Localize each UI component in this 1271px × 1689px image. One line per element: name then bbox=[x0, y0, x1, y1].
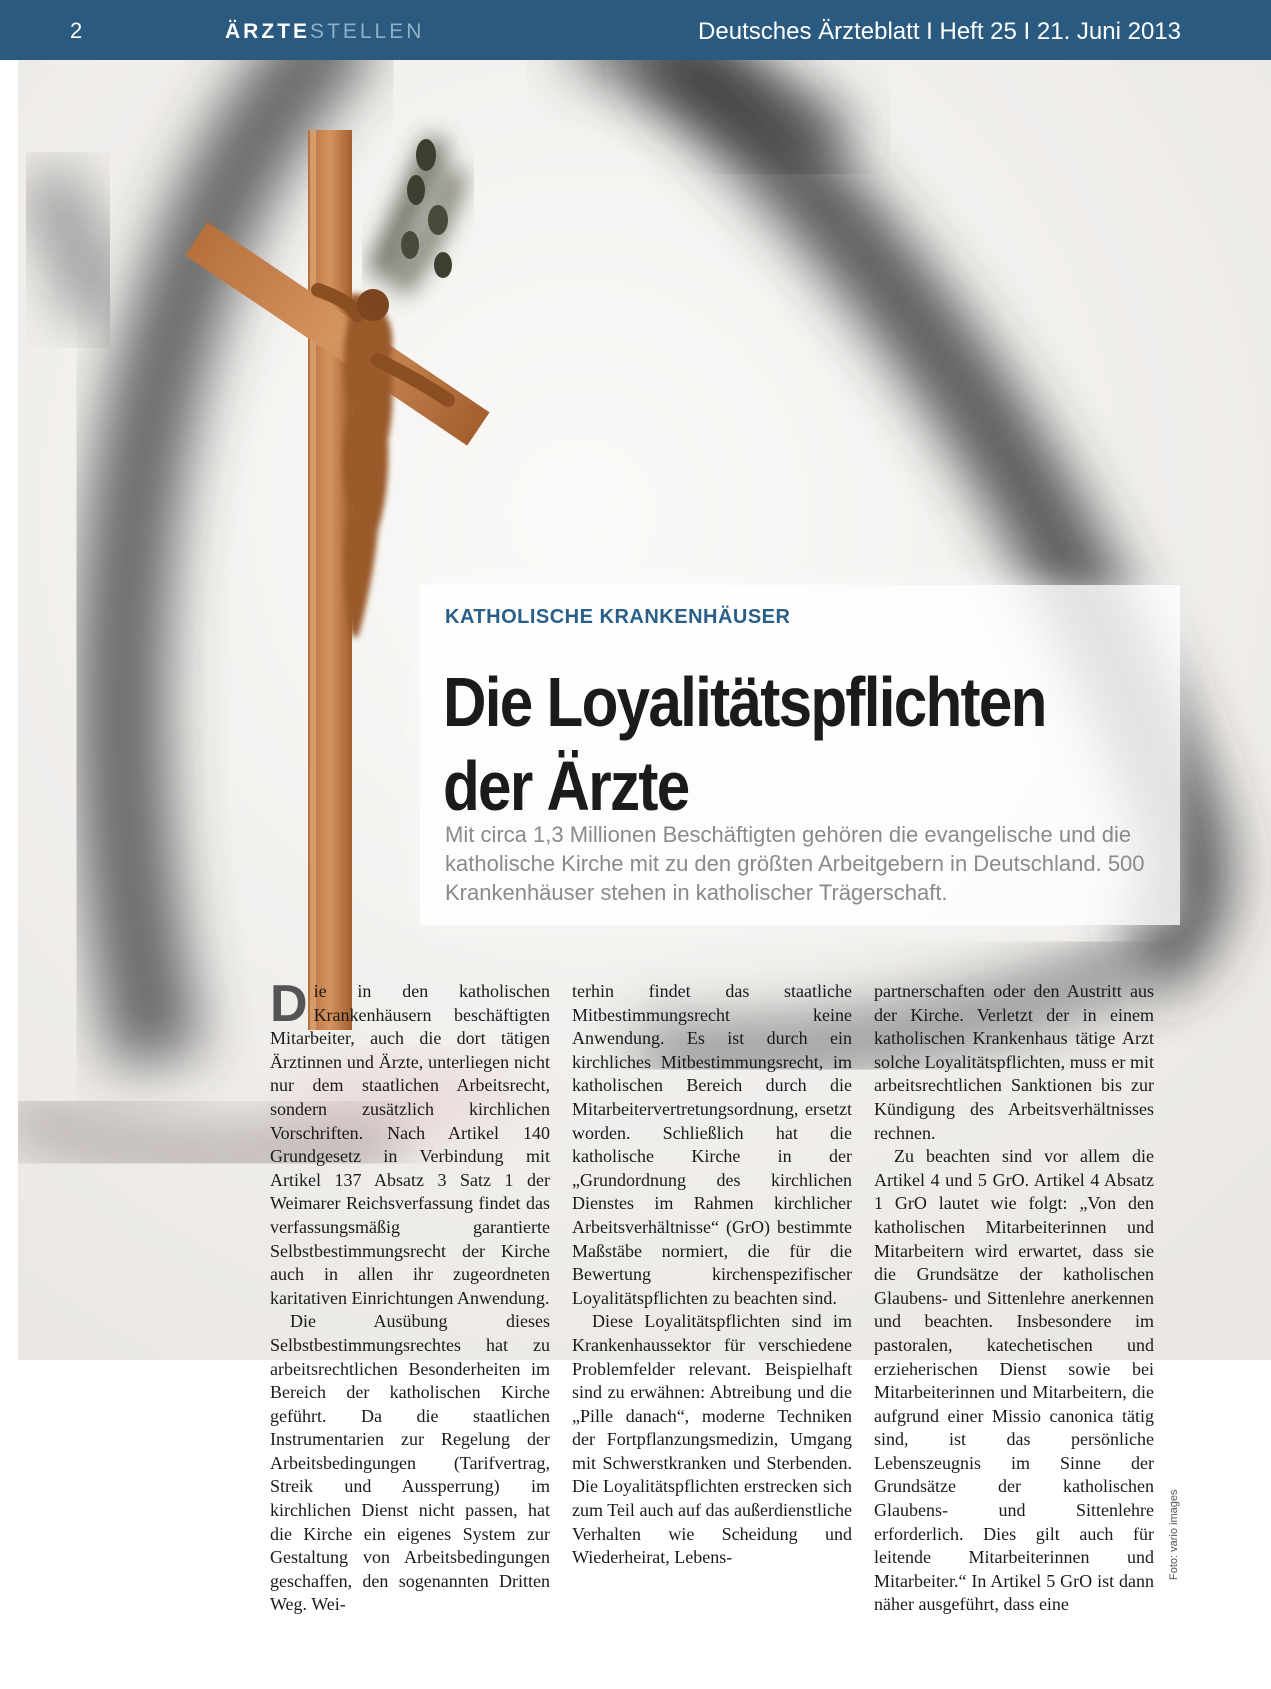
paragraph: partnerschaften oder den Austritt aus der Kirche. Verletzt der in einem katholischen Krankenhaus tätige Arzt solche Loyalitätspflichten, muss er mit arbeitsrechtlichen Sanktionen bis zur Kündigung des Arbeitsverhältnisses rechnen. bbox=[874, 981, 1154, 1143]
drop-cap: D bbox=[270, 975, 308, 1033]
paragraph: Zu beachten sind vor allem die Artikel 4 und 5 GrO. Artikel 4 Absatz 1 GrO lautet wie folgt: „Von den katholischen Mitarbeiterinnen und Mitarbeitern wird erwartet, dass sie die Grundsätze der katholischen Glaubens- und Sittenlehre anerkennen und beachten. Insbesondere im pastoralen, katechetischen und erzieherischen Dienst sowie bei Mitarbeiterinnen und Mitarbeitern, die aufgrund einer Missio canonica tätig sind, ist das persönliche Lebenszeugnis im Sinne der Grundsätze der katholischen Glaubens- und Sittenlehre erforderlich. Dies gilt auch für leitende Mitarbeiterinnen und Mitarbeiter.“ In Artikel 5 GrO ist dann näher ausgeführt, dass eine bbox=[874, 1146, 1154, 1615]
brand-light: STELLEN bbox=[310, 20, 425, 43]
text-column-3 bbox=[874, 980, 1154, 1617]
article-lead: Mit circa 1,3 Millionen Beschäftigten gehören die evangelische und die katholische Kirche mit zu den größten Arbeitgebern in Deutschland. 500 Krankenhäuser stehen in katholischer Trägerschaft. bbox=[445, 822, 1145, 905]
brand-strong: ÄRZTE bbox=[225, 20, 310, 43]
issue-info: Deutsches Ärzteblatt I Heft 25 I 21. Juni 2013 bbox=[698, 18, 1181, 45]
paragraph: Diese Loyalitätspflichten sind im Krankenhaussektor für verschiedene Problemfelder relevant. Beispielhaft sind zu erwähnen: Abtreibung und die „Pille danach“, moderne Techniken der Fortpflanzungsmedizin, Umgang mit Schwerstkranken und Sterbenden. Die Loyalitätspflichten erstrecken sich zum Teil auch auf das außerdienstliche Verhalten wie Scheidung und Wiederheirat, Lebens- bbox=[572, 1311, 852, 1568]
paragraph bbox=[270, 975, 550, 1310]
page-number: 2 bbox=[70, 18, 83, 43]
section-brand bbox=[225, 20, 424, 44]
page-header bbox=[0, 0, 1271, 60]
article-title: Die Loyalitätspflichten der Ärzte bbox=[443, 663, 1046, 825]
paragraph: Die Ausübung dieses Selbstbestimmungsrechtes hat zu arbeitsrechtlichen Besonderheiten im Bereich der katholischen Kirche geführt. Da die staatlichen Instrumentarien zur Regelung der Arbeitsbedingungen (Tarifvertrag, Streik und Aussperrung) im kirchlichen Dienst nicht passen, hat die Kirche ein eigenes System zur Gestaltung von Arbeitsbedingungen geschaffen, den sogenannten Dritten Weg. Wei- bbox=[270, 1311, 550, 1615]
photo-credit: Foto: vario images bbox=[1168, 1489, 1180, 1580]
text-column-2 bbox=[572, 980, 852, 1570]
paragraph-text: ie in den katholischen Krankenhäusern beschäftigten Mitarbeiter, auch die dort tätigen Ärztinnen und Ärzte, unterliegen nicht nur dem staatlichen Arbeitsrecht, sondern zusätzlich kirchlichen Vorschriften. Nach Artikel 140 Grundgesetz in Verbindung mit Artikel 137 Absatz 3 Satz 1 der Weimarer Reichsverfassung findet das verfassungsmäßig garantierte Selbstbestimmungsrecht der Kirche auch in allen ihr zugeordneten karitativen Einrichtungen Anwendung. bbox=[270, 981, 550, 1308]
text-column-1 bbox=[270, 975, 550, 1617]
article-kicker: KATHOLISCHE KRANKENHÄUSER bbox=[445, 606, 791, 628]
paragraph: terhin findet das staatliche Mitbestimmungsrecht keine Anwendung. Es ist durch ein kirchliches Mitbestimmungsrecht, im katholischen Bereich durch die Mitarbeitervertretungsordnung, ersetzt worden. Schließlich hat die katholische Kirche in der „Grundordnung des kirchlichen Dienstes im Rahmen kirchlicher Arbeitsverhältnisse“ (GrO) bestimmte Maßstäbe normiert, die für die Bewertung kirchenspezifischer Loyalitätspflichten zu beachten sind. bbox=[572, 981, 852, 1308]
